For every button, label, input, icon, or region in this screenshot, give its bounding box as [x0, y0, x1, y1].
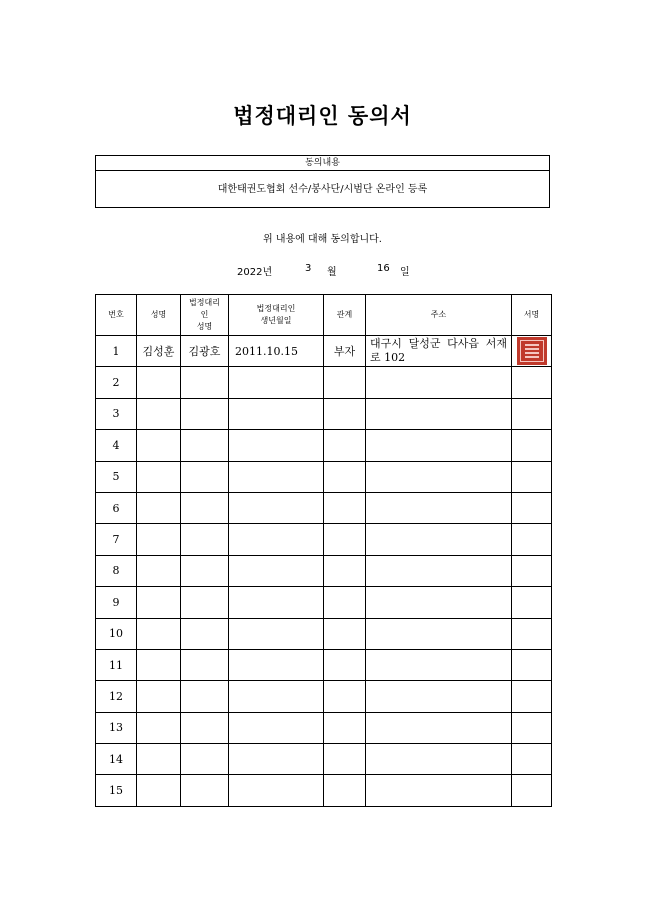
- cell-signature: [512, 681, 552, 712]
- header-no: 번호: [96, 295, 137, 336]
- table-row: [96, 587, 552, 618]
- cell-name: [137, 367, 181, 398]
- cell-birth: 2011.10.15: [229, 336, 324, 367]
- date-day: 16: [377, 263, 390, 274]
- table-row: [96, 618, 552, 649]
- cell-guardian: [181, 461, 229, 492]
- date-month-unit: 월: [327, 267, 337, 278]
- table-row: [96, 524, 552, 555]
- table-row: [96, 336, 552, 367]
- cell-name: [137, 461, 181, 492]
- cell-birth: [229, 587, 324, 618]
- page-title: 법정대리인 동의서: [233, 104, 412, 128]
- cell-birth: [229, 618, 324, 649]
- cell-guardian: [181, 618, 229, 649]
- date-day-unit: 일: [400, 267, 410, 278]
- cell-signature: [512, 461, 552, 492]
- cell-address: [366, 336, 512, 367]
- table-row: [96, 649, 552, 680]
- cell-guardian: [181, 492, 229, 523]
- cell-no: 12: [96, 681, 137, 712]
- table-row: [96, 555, 552, 586]
- cell-relation: [324, 461, 366, 492]
- cell-no: 14: [96, 744, 137, 775]
- cell-relation: [324, 618, 366, 649]
- cell-guardian: [181, 398, 229, 429]
- cell-no: 13: [96, 712, 137, 743]
- cell-signature: [512, 744, 552, 775]
- header-relation: 관계: [324, 295, 366, 336]
- cell-signature: [512, 775, 552, 806]
- cell-no: 5: [96, 461, 137, 492]
- consent-content: 대한태권도협회 선수/봉사단/시범단 온라인 등록: [217, 184, 428, 195]
- cell-guardian: [181, 649, 229, 680]
- cell-birth: [229, 744, 324, 775]
- cell-name: 김성훈: [137, 336, 181, 367]
- cell-no: 9: [96, 587, 137, 618]
- cell-relation: [324, 555, 366, 586]
- signature-table: [95, 294, 552, 807]
- cell-no: 6: [96, 492, 137, 523]
- header-guardian-name-line1: 법정대리: [189, 298, 220, 307]
- cell-signature: [512, 492, 552, 523]
- consent-box: [95, 155, 550, 208]
- agree-statement: 위 내용에 대해 동의합니다.: [263, 234, 382, 245]
- cell-name: [137, 712, 181, 743]
- cell-guardian: [181, 367, 229, 398]
- header-guardian-name-line2: 인: [200, 310, 209, 319]
- cell-guardian: [181, 681, 229, 712]
- seal-stamp-icon: [517, 337, 547, 365]
- cell-address: [366, 744, 512, 775]
- cell-birth: [229, 524, 324, 555]
- cell-birth: [229, 712, 324, 743]
- cell-relation: [324, 430, 366, 461]
- cell-relation: [324, 492, 366, 523]
- cell-relation: [324, 775, 366, 806]
- header-address: 주소: [366, 295, 512, 336]
- cell-birth: [229, 492, 324, 523]
- cell-address: [366, 712, 512, 743]
- cell-guardian: [181, 712, 229, 743]
- cell-birth: [229, 430, 324, 461]
- cell-no: 1: [96, 336, 137, 367]
- cell-birth: [229, 775, 324, 806]
- table-row: [96, 681, 552, 712]
- address-part: 대구시: [370, 337, 402, 351]
- cell-relation: [324, 367, 366, 398]
- cell-address: [366, 649, 512, 680]
- cell-birth: [229, 649, 324, 680]
- table-header-row: [96, 295, 552, 336]
- header-guardian-name-line3: 성명: [196, 322, 213, 331]
- date-year: 2022년: [237, 267, 273, 278]
- cell-guardian: 김광호: [181, 336, 229, 367]
- cell-address: [366, 775, 512, 806]
- table-row: [96, 398, 552, 429]
- cell-birth: [229, 555, 324, 586]
- cell-signature: [512, 367, 552, 398]
- cell-birth: [229, 681, 324, 712]
- cell-relation: [324, 587, 366, 618]
- cell-address: [366, 430, 512, 461]
- cell-relation: [324, 524, 366, 555]
- cell-relation: [324, 744, 366, 775]
- header-name: 성명: [137, 295, 181, 336]
- table-row: [96, 712, 552, 743]
- cell-guardian: [181, 587, 229, 618]
- header-guardian-birth-line2: 생년월일: [260, 316, 292, 325]
- cell-no: 2: [96, 367, 137, 398]
- cell-name: [137, 524, 181, 555]
- cell-no: 4: [96, 430, 137, 461]
- table-row: [96, 367, 552, 398]
- header-signature: 서명: [512, 295, 552, 336]
- address-part: 다사읍: [447, 337, 480, 351]
- consent-header: 동의내용: [96, 156, 549, 171]
- cell-name: [137, 555, 181, 586]
- cell-address: [366, 524, 512, 555]
- address-line2: 로 102: [370, 351, 406, 365]
- cell-signature: [512, 555, 552, 586]
- address-part: 달성군: [408, 337, 441, 351]
- header-guardian-name: [181, 295, 229, 336]
- header-guardian-birth-line1: 법정대리인: [256, 304, 296, 313]
- cell-signature: [512, 618, 552, 649]
- cell-signature: [512, 430, 552, 461]
- cell-signature: [512, 587, 552, 618]
- cell-address: [366, 618, 512, 649]
- cell-guardian: [181, 775, 229, 806]
- cell-relation: 부자: [324, 336, 366, 367]
- cell-address: [366, 492, 512, 523]
- cell-birth: [229, 398, 324, 429]
- cell-signature: [512, 649, 552, 680]
- cell-guardian: [181, 430, 229, 461]
- cell-birth: [229, 367, 324, 398]
- cell-no: 10: [96, 618, 137, 649]
- table-row: [96, 744, 552, 775]
- cell-no: 7: [96, 524, 137, 555]
- cell-no: 11: [96, 649, 137, 680]
- cell-signature: [512, 398, 552, 429]
- cell-relation: [324, 681, 366, 712]
- cell-name: [137, 492, 181, 523]
- cell-guardian: [181, 744, 229, 775]
- cell-signature: [512, 712, 552, 743]
- cell-address: [366, 587, 512, 618]
- date-month: 3: [305, 263, 312, 274]
- cell-guardian: [181, 555, 229, 586]
- cell-address: [366, 367, 512, 398]
- cell-relation: [324, 712, 366, 743]
- table-row: [96, 461, 552, 492]
- cell-name: [137, 744, 181, 775]
- cell-no: 3: [96, 398, 137, 429]
- cell-relation: [324, 649, 366, 680]
- cell-name: [137, 775, 181, 806]
- cell-address: [366, 461, 512, 492]
- table-row: [96, 492, 552, 523]
- table-row: [96, 775, 552, 806]
- header-guardian-birth: [229, 295, 324, 336]
- cell-birth: [229, 461, 324, 492]
- cell-guardian: [181, 524, 229, 555]
- cell-address: [366, 681, 512, 712]
- table-row: [96, 430, 552, 461]
- cell-address: [366, 398, 512, 429]
- cell-no: 8: [96, 555, 137, 586]
- cell-signature: [512, 524, 552, 555]
- cell-name: [137, 618, 181, 649]
- cell-relation: [324, 398, 366, 429]
- address-part: 서재: [485, 337, 507, 351]
- cell-name: [137, 587, 181, 618]
- cell-signature: [512, 336, 552, 367]
- cell-address: [366, 555, 512, 586]
- cell-name: [137, 398, 181, 429]
- cell-name: [137, 649, 181, 680]
- cell-no: 15: [96, 775, 137, 806]
- cell-name: [137, 681, 181, 712]
- cell-name: [137, 430, 181, 461]
